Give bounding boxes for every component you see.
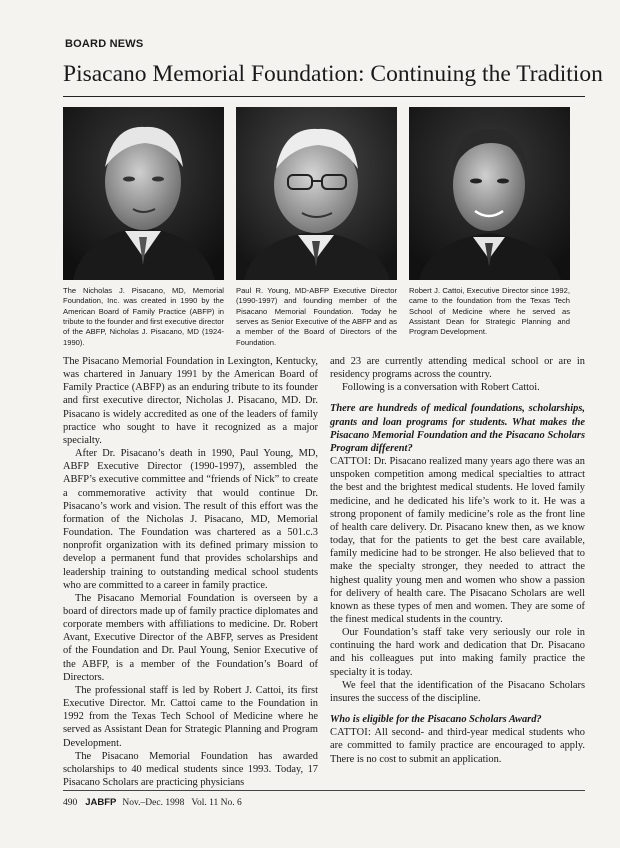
footer-rule	[63, 790, 585, 791]
paragraph: After Dr. Pisacano’s death in 1990, Paul Young, MD, ABFP Executive Director (1990-1997), assembled the ABFP’s executive committee and “friends of Nick” to create a commemorative activity that would continue Dr. Pisacano’s work and vision. The result of this effort was the formation of the Nicholas J. Pisacano, MD, Memorial Foundation. The Foundation was chartered as a 501.c.3 nonprofit organization with its defined primary mission to develop a permanent fund that provides scholarships and leadership training to outstanding medical school students who are committed to a career in family practice.	[63, 448, 318, 591]
issue-date: Nov.–Dec. 1998	[122, 798, 185, 808]
paragraph: The professional staff is led by Robert J. Cattoi, its first Executive Director. Mr. Cattoi came to the Foundation in 1992 from the Texas Tech School of Medicine where he served as Assistant Dean for Strategic Planning and Program Development.	[63, 684, 318, 749]
journal-name: JABFP	[85, 797, 117, 808]
title-rule	[63, 96, 585, 97]
paragraph: The Pisacano Memorial Foundation has awarded scholarships to 40 medical students since 1993. Today, 17 Pisacano Scholars are practicing physicians	[63, 750, 318, 788]
paragraph: The Pisacano Memorial Foundation is overseen by a board of directors made up of family practice diplomates and corporate members with affiliations to medicine. Dr. Robert Avant, Executive Director of the ABFP, serves as President of the Foundation and Dr. Paul Young, Senior Executive of the ABFP, is a member of the Foundation’s Board of Directors.	[63, 592, 318, 683]
volume-issue: Vol. 11 No. 6	[191, 798, 242, 808]
section-label: BOARD NEWS	[65, 38, 144, 50]
paragraph: Following is a conversation with Robert Cattoi.	[342, 382, 540, 394]
speaker-label: CATTOI:	[330, 727, 372, 739]
caption-photo-3: Robert J. Cattoi, Executive Director since 1992, came to the foundation from the Texas Tech School of Medicine where he served as Assistant Dean for Strategic Planning and Program Development.	[409, 286, 570, 337]
interview-question: Who is eligible for the Pisacano Scholars Award?	[330, 714, 542, 726]
interview-answer: CATTOI: All second- and third-year medical students who are committed to family practice are encouraged to apply. There is no cost to submit an application.	[330, 727, 586, 765]
right-column	[330, 355, 585, 766]
paragraph: We feel that the identification of the Pisacano Scholars insures the success of the discipline.	[330, 679, 585, 704]
left-column	[63, 355, 318, 789]
photo-robert-cattoi	[409, 107, 570, 280]
photo-paul-young	[236, 107, 397, 280]
speaker-label: CATTOI:	[330, 456, 372, 468]
page-footer	[63, 797, 242, 808]
interview-answer: CATTOI: Dr. Pisacano realized many years ago there was an unspoken competition among medical specialties to attract the best and the brightest medical students. He loved family medicine, and he dedicated his life’s work to it. He was a strong proponent of family medicine’s role as the front line of health care delivery. Dr. Pisacano knew then, as we know today, that for the patients to get the best care available, family medicine had to be stronger. He also believed that to make the specialty stronger, they needed to attract the highest quality young men and women who show a passion for delivery of health care. The Pisacano Scholars are well known as these types of men and women. They are some of the finest medical students in the country.	[330, 456, 585, 625]
page-number: 490	[63, 798, 78, 808]
paragraph: and 23 are currently attending medical school or are in residency programs across the country.	[330, 356, 585, 381]
paragraph: The Pisacano Memorial Foundation in Lexington, Kentucky, was chartered in January 1991 by the American Board of Family Practice (ABFP) as an enduring tribute to its founder and first executive director, Nicholas J. Pisacano, MD. Dr. Pisacano is widely accredited as one of the leaders of family practice who sought to have it recognized as a major specialty.	[63, 356, 318, 446]
paragraph: Our Foundation’s staff take very seriously our role in continuing the hard work and dedication that Dr. Pisacano and his colleagues put into making family practice the specialty it is today.	[330, 627, 585, 678]
caption-photo-1: The Nicholas J. Pisacano, MD, Memorial Foundation, Inc. was created in 1990 by the American Board of Family Practice (ABFP) in tribute to the founder and first executive director of the ABFP, Nicholas J. Pisacano, MD (1924-1990).	[63, 286, 224, 347]
caption-photo-2: Paul R. Young, MD-ABFP Executive Director (1990-1997) and founding member of the Pisacano Memorial Foundation. Today he serves as Senior Executive of the ABFP and as a member of the Board of Directors of the Foundation.	[236, 286, 397, 347]
interview-question: There are hundreds of medical foundations, scholarships, grants and loan programs for students. What makes the Pisacano Memorial Foundation and the Pisacano Scholars Program different?	[330, 403, 585, 454]
article-title: Pisacano Memorial Foundation: Continuing the Tradition	[63, 61, 603, 87]
photo-nicholas-pisacano	[63, 107, 224, 280]
